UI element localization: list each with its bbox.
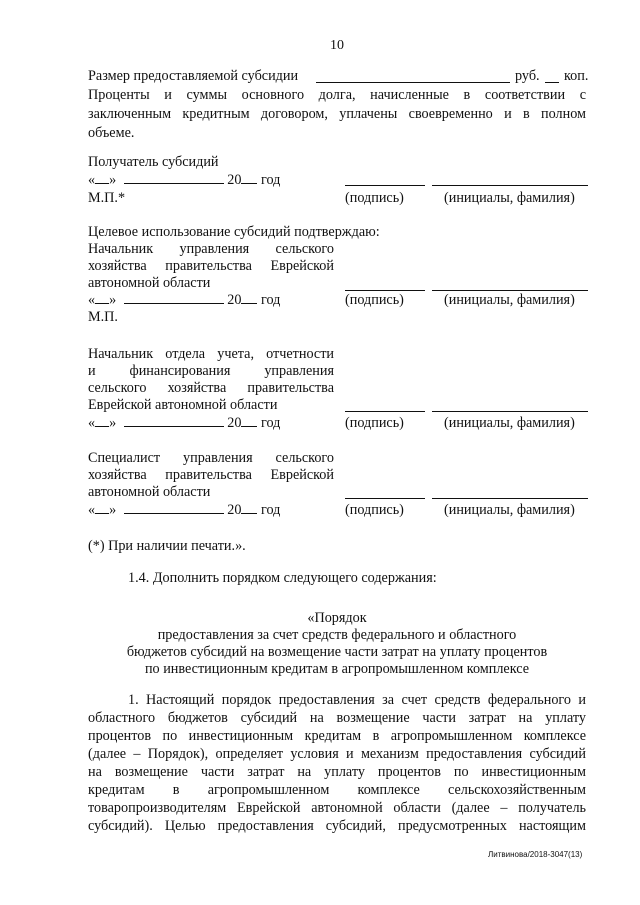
intro-line-3: объеме. (88, 125, 135, 141)
body-line-7: товаропроизводителям Еврейской автономной области (далее – получатель (88, 800, 586, 816)
intro-line-2: заключенным кредитным договором, уплачены своевременно и в полном (88, 106, 586, 122)
recipient-title: Получатель субсидий (88, 154, 219, 170)
confirm-title: Целевое использование субсидий подтверждаю: (88, 224, 380, 240)
accounting-line-2: и финансирования управления (88, 363, 334, 379)
body-line-1: 1. Настоящий порядок предоставления за счет средств федерального и (128, 692, 586, 708)
quote-close: » (109, 172, 117, 188)
name-label: (инициалы, фамилия) (444, 292, 575, 308)
heading-line-2: предоставления за счет средств федерального и областного (157, 627, 517, 643)
signature-line (345, 498, 425, 499)
kop-label: коп. (564, 68, 589, 84)
confirm-stamp: М.П. (88, 309, 118, 325)
intro-line-1: Проценты и суммы основного долга, начисленные в соответствии с (88, 87, 586, 103)
quote-open: « (88, 172, 96, 188)
amendment-item: 1.4. Дополнить порядком следующего содержания: (128, 570, 437, 586)
heading-line-3: бюджетов субсидий на возмещение части затрат на уплату процентов (126, 644, 548, 660)
signature-line (345, 411, 425, 412)
recipient-date (88, 172, 280, 189)
footer-code: Литвинова/2018-3047(13) (488, 850, 583, 859)
name-line (432, 185, 588, 186)
name-label: (инициалы, фамилия) (444, 190, 575, 206)
year-suffix: год (261, 172, 281, 188)
body-line-8: субсидий). Целью предоставления субсидий, предусмотренных настоящим (88, 818, 586, 834)
name-line (432, 411, 588, 412)
recipient-stamp: М.П.* (88, 190, 126, 206)
body-line-5: на возмещение части затрат на уплату процентов по инвестиционным (88, 764, 586, 780)
rub-label: руб. (515, 68, 540, 84)
signature-label: (подпись) (345, 190, 404, 206)
heading-line-4: по инвестиционным кредитам в агропромышленном комплексе (144, 661, 530, 677)
signature-line (345, 290, 425, 291)
specialist-line-1: Специалист управления сельского (88, 450, 334, 466)
signature-line (345, 185, 425, 186)
specialist-line-3: автономной области (88, 484, 211, 500)
accounting-line-3: сельского хозяйства правительства (88, 380, 334, 396)
signature-label: (подпись) (345, 502, 404, 518)
body-line-4: (далее – Порядок), определяет условия и механизм предоставления субсидий (88, 746, 586, 762)
specialist-line-2: хозяйства правительства Еврейской (88, 467, 334, 483)
confirm-date: « » 20 год (88, 292, 281, 308)
signature-label: (подпись) (345, 292, 404, 308)
name-line (432, 498, 588, 499)
kop-blank (545, 82, 559, 83)
body-line-3: процентов по инвестиционным кредитам в агропромышленном комплексе (88, 728, 586, 744)
confirm-line-3: автономной области (88, 275, 211, 291)
subsidy-size-label: Размер предоставляемой субсидии (88, 68, 299, 84)
body-line-2: областного бюджетов субсидий на возмещение части затрат на уплату (88, 710, 586, 726)
name-label: (инициалы, фамилия) (444, 502, 575, 518)
subsidy-amount-blank (316, 82, 510, 83)
specialist-date: « » 20 год (88, 502, 281, 518)
confirm-line-2: хозяйства правительства Еврейской (88, 258, 334, 274)
footnote: (*) При наличии печати.». (88, 538, 246, 554)
accounting-date: « » 20 год (88, 415, 281, 431)
page-number: 10 (330, 38, 344, 53)
heading-line-1: «Порядок (307, 610, 367, 626)
signature-label: (подпись) (345, 415, 404, 431)
name-label: (инициалы, фамилия) (444, 415, 575, 431)
accounting-line-4: Еврейской автономной области (88, 397, 278, 413)
year-prefix: 20 (227, 172, 242, 188)
confirm-line-1: Начальник управления сельского (88, 241, 334, 257)
name-line (432, 290, 588, 291)
body-line-6: кредитам в агропромышленном комплексе сельскохозяйственным (88, 782, 586, 798)
accounting-line-1: Начальник отдела учета, отчетности (88, 346, 334, 362)
